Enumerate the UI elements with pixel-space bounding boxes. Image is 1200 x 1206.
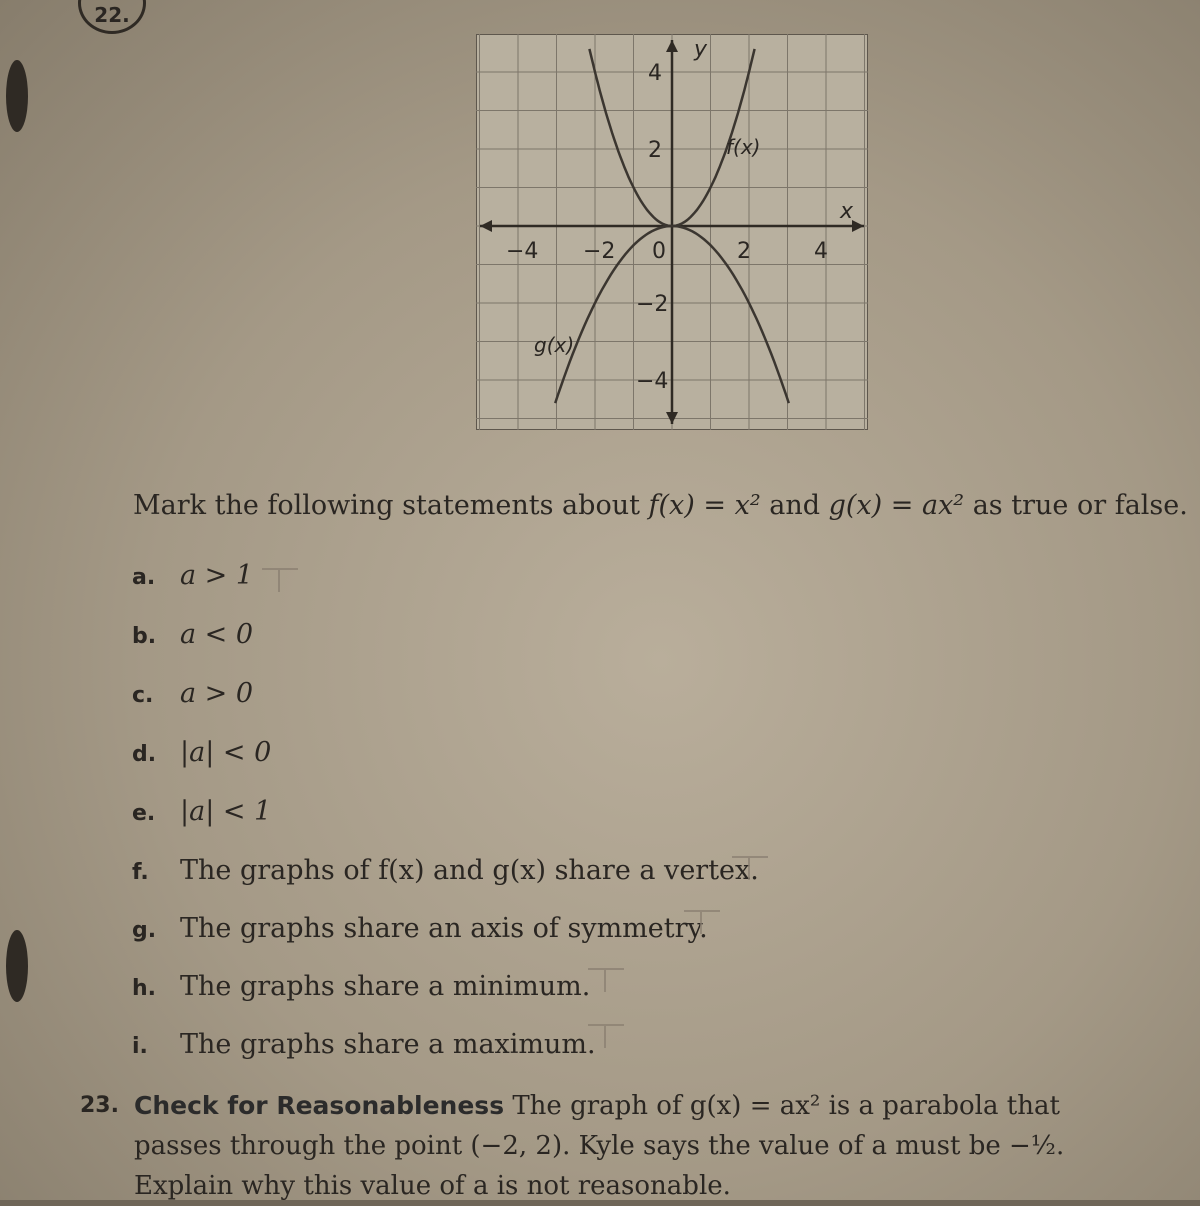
instruction-suffix: as true or false. xyxy=(964,490,1188,521)
g-curve-label: g(x) xyxy=(534,333,575,357)
list-item xyxy=(132,619,253,650)
instruction-mid: and xyxy=(760,490,829,521)
list-item xyxy=(132,913,708,944)
x-tick-label: −4 xyxy=(506,239,539,264)
item-text: a > 0 xyxy=(180,678,254,709)
item-label: a. xyxy=(132,565,156,590)
item-text: The graphs share a minimum. xyxy=(180,971,591,1002)
list-item xyxy=(132,1029,596,1060)
item-text: The graphs share an axis of symmetry. xyxy=(180,913,708,944)
item-label: g. xyxy=(132,918,157,943)
item-label: f. xyxy=(132,860,149,885)
x-tick-label: 0 xyxy=(652,239,666,264)
item-label: h. xyxy=(132,976,157,1001)
item-text: |a| < 0 xyxy=(180,737,272,768)
pencil-mark xyxy=(588,968,624,990)
list-item xyxy=(132,796,271,827)
item-text: The graphs share a maximum. xyxy=(180,1029,596,1060)
list-item xyxy=(132,971,590,1002)
y-tick-label: −4 xyxy=(636,369,669,394)
f-curve-label: f(x) xyxy=(726,135,761,159)
item-text: a < 0 xyxy=(180,619,254,650)
item-text: a > 1 xyxy=(180,560,254,591)
problem-number: 22. xyxy=(78,0,146,34)
y-tick-label: −2 xyxy=(636,292,669,317)
y-tick-label: 4 xyxy=(648,61,662,86)
pencil-mark xyxy=(684,910,720,932)
instruction-prefix: Mark the following statements about xyxy=(133,490,649,521)
item-label: i. xyxy=(132,1034,148,1059)
item-text: |a| < 1 xyxy=(180,796,272,827)
item-label: e. xyxy=(132,801,156,826)
x-axis-label: x xyxy=(840,199,854,224)
list-item xyxy=(132,678,253,709)
y-axis-label: y xyxy=(694,37,708,62)
pencil-mark xyxy=(262,568,298,590)
question-title: Check for Reasonableness xyxy=(134,1091,505,1120)
question-number: 23. xyxy=(80,1093,119,1118)
x-tick-label: −2 xyxy=(583,239,616,264)
parabola-graph xyxy=(476,34,868,430)
item-text: The graphs of f(x) and g(x) share a vertex. xyxy=(180,855,759,886)
instruction xyxy=(133,490,1188,521)
g-definition: g(x) = ax² xyxy=(828,490,965,521)
y-tick-label: 2 xyxy=(648,138,662,163)
x-tick-label: 4 xyxy=(814,239,828,264)
question-text xyxy=(134,1086,1144,1206)
binder-hole xyxy=(6,930,28,1002)
list-item xyxy=(132,737,271,768)
pencil-mark xyxy=(732,856,768,878)
item-label: d. xyxy=(132,742,157,767)
x-tick-label: 2 xyxy=(737,239,751,264)
question-body: The graph of g(x) = ax² is a parabola that passes through the point (−2, 2). Kyle says the value of a must be −½. Explain why this value of a is not reasonable. xyxy=(134,1091,1065,1201)
list-item xyxy=(132,560,253,591)
item-label: b. xyxy=(132,624,157,649)
f-definition: f(x) = x² xyxy=(648,490,761,521)
pencil-mark xyxy=(588,1024,624,1046)
item-label: c. xyxy=(132,683,154,708)
binder-hole xyxy=(6,60,28,132)
list-item xyxy=(132,855,759,886)
